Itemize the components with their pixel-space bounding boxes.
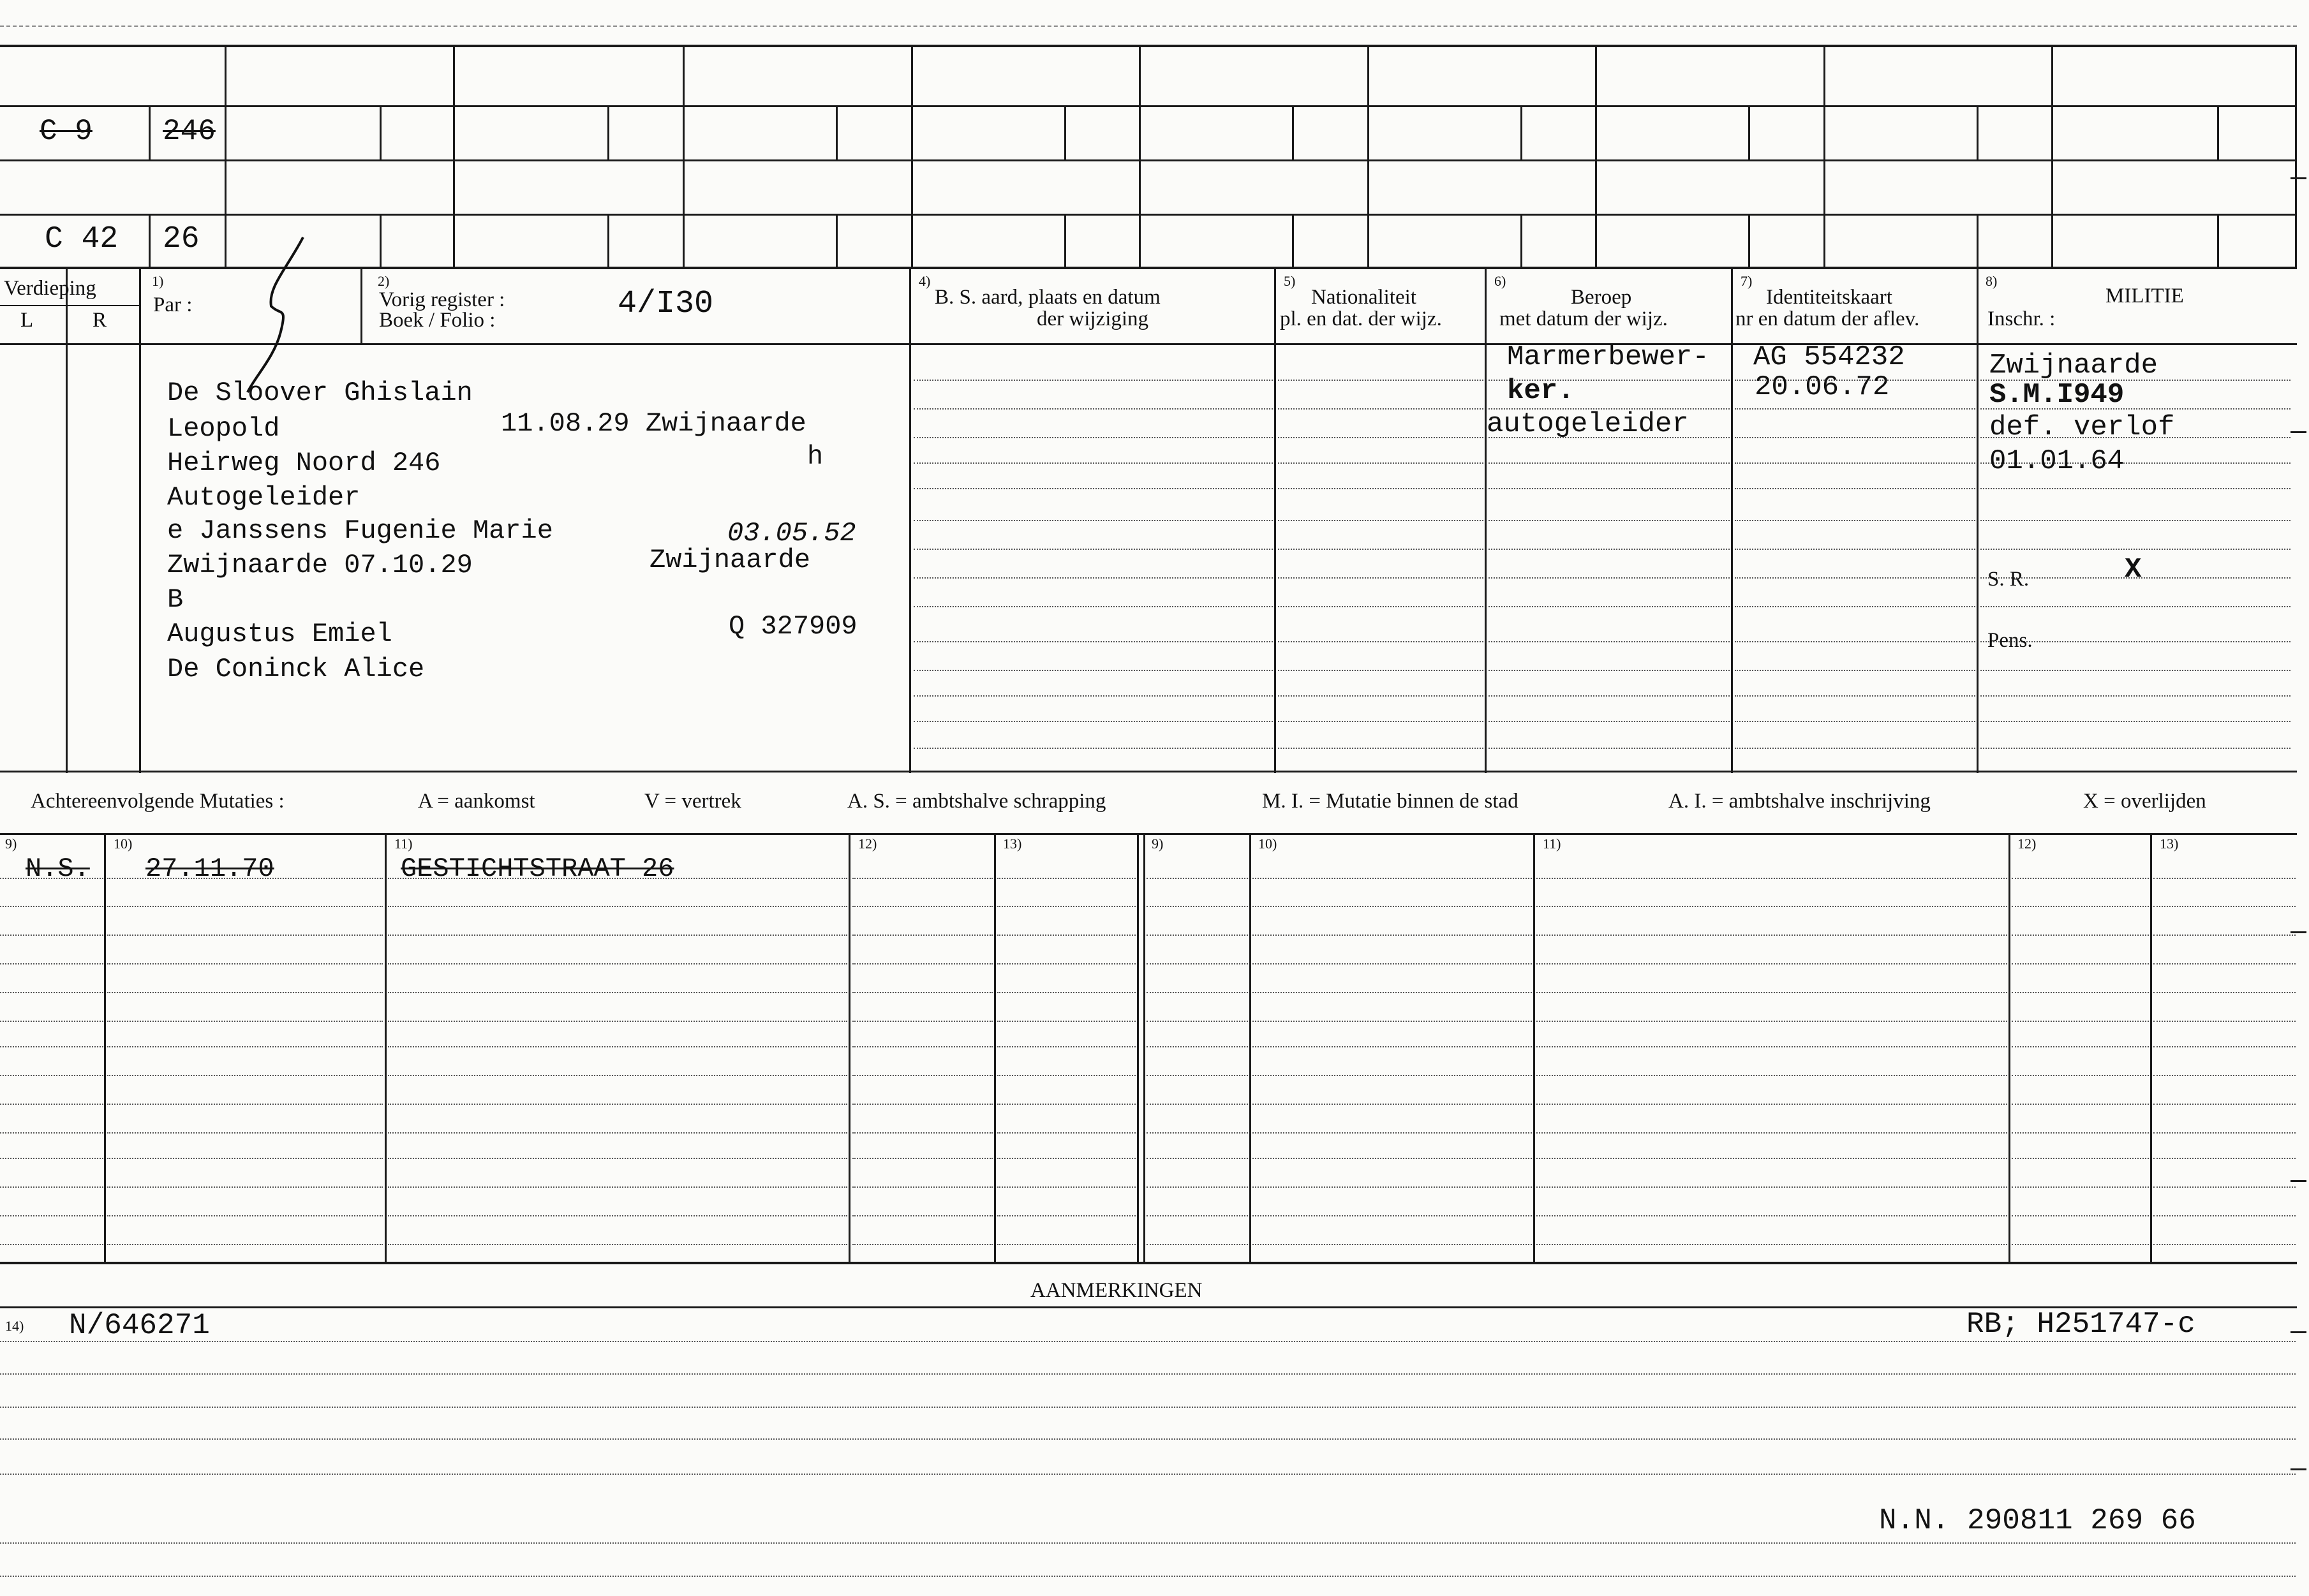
ruling-line [0,1104,103,1105]
ruling-line [0,1373,2296,1375]
ruling-line [1536,906,2007,907]
remark-rb: RB; H251747-c [1966,1308,2195,1341]
ruling-line [914,462,1273,464]
ruling-line [1147,906,1248,907]
legend-inschrijving: A. I. = ambtshalve inschrijving [1668,790,1931,813]
ruling-line [1278,437,1483,438]
ruling-line [1252,878,1532,879]
ruling-line [1278,380,1483,381]
vorig-num: 2) [378,273,390,289]
pens-label: Pens. [1987,629,2033,652]
ruling-line [0,1438,2296,1440]
ruling-line [2153,1215,2296,1216]
beroep-label: Beroep [1571,286,1632,309]
sr-value: X [2125,554,2142,586]
mutation-code: N.S. [26,853,90,884]
ruling-line [107,1132,383,1134]
par-label: Par : [153,293,193,316]
remark-nn: N.N. 290811 269 66 [1879,1504,2196,1537]
vorig-register-value: 4/I30 [618,286,714,322]
nat-num: 5) [1284,273,1296,289]
ruling-line [1278,577,1483,579]
marriage-place: Zwijnaarde [650,545,811,575]
ruling-line [1536,1215,2007,1216]
ruling-line [2153,878,2296,879]
ruling-line [1536,1046,2007,1047]
beroep-label-2: met datum der wijz. [1499,307,1668,330]
ruling-line [2012,878,2149,879]
verdieping-r: R [93,309,107,332]
ruling-line [0,1021,103,1022]
ruling-line [1735,721,1975,722]
militie-sm: S.M.I949 [1989,379,2125,411]
bs-label-2: der wijziging [1037,307,1149,330]
ruling-line [1252,1186,1532,1188]
ruling-line [1735,437,1975,438]
mut-col-num: 13) [2160,836,2179,852]
ruling-line [1252,935,1532,936]
section-number: 26 [163,222,200,256]
ruling-line [914,721,1273,722]
legend-schrapping: A. S. = ambtshalve schrapping [847,790,1106,813]
ruling-line [997,963,1136,964]
ruling-line [0,1186,103,1188]
ruling-line [1980,520,2290,521]
ruling-line [1735,549,1975,550]
ruling-line [1980,748,2290,749]
ruling-line [914,520,1273,521]
ruling-line [2012,1186,2149,1188]
ruling-line [1536,963,2007,964]
ruling-line [1735,670,1975,671]
ruling-line [2012,1075,2149,1076]
ruling-line [1278,462,1483,464]
section-code: C 42 [45,222,119,256]
ruling-line [0,1046,103,1047]
ruling-line [1735,695,1975,697]
ruling-line [1252,1046,1532,1047]
ruling-line [107,906,383,907]
ruling-line [997,1215,1136,1216]
ruling-line [1489,577,1730,579]
ruling-line [1147,1021,1248,1022]
ruling-line [1489,488,1730,489]
ruling-line [997,1104,1136,1105]
ruling-line [0,1341,2296,1342]
ruling-line [852,1244,993,1245]
ruling-line [2153,1158,2296,1159]
ruling-line [914,549,1273,550]
ruling-line [0,1576,2296,1577]
id-num: 7) [1741,273,1753,289]
ruling-line [1252,1132,1532,1134]
ruling-line [997,906,1136,907]
ruling-line [1147,1075,1248,1076]
id-card-date: 20.06.72 [1755,371,1890,403]
ruling-line [2012,1021,2149,1022]
ruling-line [1147,1158,1248,1159]
ruling-line [388,1104,847,1105]
beroep-value: ker. [1507,375,1575,407]
ruling-line [107,992,383,993]
ruling-line [388,1215,847,1216]
ruling-line [107,1244,383,1245]
ruling-line [1278,408,1483,410]
ruling-line [1980,695,2290,697]
ruling-line [2153,963,2296,964]
id-card-number: AG 554232 [1753,341,1905,373]
ruling-line [914,408,1273,410]
ruling-line [0,1244,103,1245]
ruling-line [1489,462,1730,464]
mut-col-num: 11) [1543,836,1561,852]
ruling-line [0,1075,103,1076]
ruling-line [388,992,847,993]
ruling-line [0,1215,103,1216]
ruling-line [2012,1104,2149,1105]
ruling-line [852,1075,993,1076]
ruling-line [1252,1075,1532,1076]
ruling-line [1252,1215,1532,1216]
ruling-line [914,577,1273,579]
ruling-line [1536,1021,2007,1022]
ruling-line [388,1021,847,1022]
ruling-line [1147,1132,1248,1134]
ruling-line [1735,408,1975,410]
ruling-line [2153,1046,2296,1047]
ruling-line [1536,935,2007,936]
ruling-line [1536,1075,2007,1076]
ruling-line [852,935,993,936]
ruling-line [388,1186,847,1188]
ruling-line [1489,670,1730,671]
ruling-line [0,1158,103,1159]
ruling-line [1980,670,2290,671]
ruling-line [1147,1046,1248,1047]
ruling-line [1735,462,1975,464]
mut-col-num: 9) [1152,836,1164,852]
ruling-line [2012,1132,2149,1134]
ruling-line [0,1132,103,1134]
ruling-line [1536,1244,2007,1245]
militie-label: MILITIE [2105,284,2184,307]
ruling-line [388,1158,847,1159]
ruling-line [914,695,1273,697]
mutaties-title: Achtereenvolgende Mutaties : [31,790,285,813]
ruling-line [1252,906,1532,907]
ruling-line [1980,549,2290,550]
ruling-line [997,1158,1136,1159]
ruling-line [1252,1104,1532,1105]
ruling-line [2153,1104,2296,1105]
ruling-line [107,1186,383,1188]
ruling-line [1252,1244,1532,1245]
ruling-line [914,748,1273,749]
ruling-line [388,1244,847,1245]
ruling-line [107,1021,383,1022]
ruling-line [914,670,1273,671]
ruling-line [1252,1158,1532,1159]
inschr-label: Inschr. : [1987,307,2056,330]
ruling-line [1980,721,2290,722]
id-label: Identiteitskaart [1766,286,1892,309]
ruling-line [388,1075,847,1076]
ruling-line [2153,1132,2296,1134]
ruling-line [388,1046,847,1047]
q-number: Q 327909 [729,611,858,642]
ruling-line [2012,1244,2149,1245]
mut-col-num: 12) [2017,836,2037,852]
ruling-line [852,1186,993,1188]
ruling-line [1278,670,1483,671]
person-line: e Janssens Fugenie Marie [167,515,553,546]
ruling-line [1278,748,1483,749]
person-line: B [167,584,184,615]
ruling-line [914,380,1273,381]
person-line: Heirweg Noord 246 [167,448,441,478]
ruling-line [997,1132,1136,1134]
ruling-line [1735,641,1975,642]
ruling-line [2153,1186,2296,1188]
militie-verlof: def. verlof [1989,411,2175,443]
ruling-line [1278,641,1483,642]
ruling-line [852,906,993,907]
person-line: Augustus Emiel [167,619,392,649]
ruling-line [2153,992,2296,993]
ruling-line [1735,520,1975,521]
ruling-line [1147,963,1248,964]
ruling-line [852,963,993,964]
remark-code: N/646271 [69,1309,210,1342]
old-section-code: C 9 [40,115,93,148]
ruling-line [1536,1158,2007,1159]
legend-mutatie: M. I. = Mutatie binnen de stad [1262,790,1518,813]
ruling-line [1536,878,2007,879]
ruling-line [1536,1104,2007,1105]
ruling-line [852,1158,993,1159]
ruling-line [1980,488,2290,489]
ruling-line [2012,1046,2149,1047]
ruling-line [914,606,1273,607]
ruling-line [997,1075,1136,1076]
ruling-line [0,963,103,964]
mut-col-num: 11) [394,836,413,852]
ruling-line [1278,549,1483,550]
ruling-line [852,1104,993,1105]
legend-overlijden: X = overlijden [2083,790,2206,813]
ruling-line [1489,721,1730,722]
ruling-line [1536,1132,2007,1134]
beroep-num: 6) [1494,273,1506,289]
mut-col-num: 13) [1003,836,1022,852]
ruling-line [2153,906,2296,907]
ruling-line [2153,935,2296,936]
ruling-line [0,1542,2296,1544]
person-line: Autogeleider [167,482,360,513]
mut-col-num: 10) [1258,836,1277,852]
ruling-line [2012,1215,2149,1216]
mut-col-num: 9) [5,836,17,852]
birth-date-place: 11.08.29 Zwijnaarde [501,408,806,439]
ruling-line [852,878,993,879]
ruling-line [1278,721,1483,722]
militie-num: 8) [1986,273,1998,289]
ruling-line [1735,577,1975,579]
ruling-line [1252,992,1532,993]
ruling-line [107,963,383,964]
ruling-line [914,641,1273,642]
militie-verlof-date: 01.01.64 [1989,445,2125,477]
person-line: Zwijnaarde 07.10.29 [167,550,473,580]
ruling-line [852,1046,993,1047]
militie-inschr-place: Zwijnaarde [1989,350,2158,381]
mutation-address: GESTICHTSTRAAT 26 [401,853,674,884]
ruling-line [852,992,993,993]
ruling-line [2012,935,2149,936]
mutation-date: 27.11.70 [145,853,274,884]
bs-label: B. S. aard, plaats en datum [935,286,1161,309]
ruling-line [0,1407,2296,1408]
ruling-line [1147,1186,1248,1188]
ruling-line [997,878,1136,879]
ruling-line [2153,1244,2296,1245]
aanmerkingen-num: 14) [5,1318,24,1334]
mut-col-num: 10) [114,836,133,852]
ruling-line [1489,549,1730,550]
beroep-value: autogeleider [1487,408,1689,440]
ruling-line [997,992,1136,993]
nat-label-2: pl. en dat. der wijz. [1280,307,1442,330]
ruling-line [1536,992,2007,993]
ruling-line [107,1215,383,1216]
ruling-line [997,1244,1136,1245]
ruling-line [1147,1215,1248,1216]
ruling-line [1278,606,1483,607]
vorig-label: Vorig register : [379,288,505,311]
ruling-line [1489,748,1730,749]
aanmerkingen-title: AANMERKINGEN [1030,1279,1203,1302]
ruling-line [1489,695,1730,697]
ruling-line [997,935,1136,936]
ruling-line [107,1104,383,1105]
ruling-line [1252,1021,1532,1022]
legend-vertrek: V = vertrek [644,790,741,813]
ruling-line [914,488,1273,489]
ruling-line [0,1474,2296,1475]
bs-num: 4) [919,273,931,289]
par-num: 1) [152,273,164,289]
ruling-line [852,1215,993,1216]
ruling-line [1147,992,1248,993]
ruling-line [1489,520,1730,521]
id-label-2: nr en datum der aflev. [1735,307,1920,330]
beroep-value: Marmerbewer- [1507,341,1709,373]
ruling-line [1489,641,1730,642]
ruling-line [1735,748,1975,749]
ruling-line [852,1021,993,1022]
ruling-line [1980,606,2290,607]
ruling-line [1278,695,1483,697]
ruling-line [997,1186,1136,1188]
boek-folio-label: Boek / Folio : [379,309,496,332]
marriage-date: 03.05.52 [727,518,856,549]
ruling-line [107,935,383,936]
nat-label: Nationaliteit [1311,286,1416,309]
ruling-line [1536,1186,2007,1188]
verdieping-l: L [20,309,34,332]
pen-scribble [242,230,332,395]
ruling-line [388,906,847,907]
ruling-line [388,1132,847,1134]
ruling-line [107,1158,383,1159]
verdieping-header: Verdieping [4,277,96,300]
ruling-line [107,1075,383,1076]
ruling-line [107,1046,383,1047]
ruling-line [2153,1021,2296,1022]
ruling-line [388,963,847,964]
ruling-line [1252,963,1532,964]
person-line: Leopold [167,413,280,444]
ruling-line [1147,935,1248,936]
ruling-line [1278,520,1483,521]
person-line: De Coninck Alice [167,654,425,684]
ruling-line [1147,1244,1248,1245]
sr-label: S. R. [1987,568,2030,591]
ruling-line [2012,906,2149,907]
ruling-line [997,1046,1136,1047]
old-section-number: 246 [163,115,216,148]
ruling-line [2012,1158,2149,1159]
ruling-line [1147,878,1248,879]
ruling-line [852,1132,993,1134]
ruling-line [2012,992,2149,993]
ruling-line [1489,606,1730,607]
ruling-line [914,437,1273,438]
ruling-line [1735,606,1975,607]
ruling-line [2012,963,2149,964]
person-line: De Sloover Ghislain [167,378,473,408]
ruling-line [2153,1075,2296,1076]
ruling-line [1735,488,1975,489]
ruling-line [0,935,103,936]
legend-aankomst: A = aankomst [418,790,535,813]
ruling-line [1278,488,1483,489]
ruling-line [997,1021,1136,1022]
ruling-line [0,906,103,907]
mut-col-num: 12) [858,836,877,852]
mark-h: h [807,441,824,472]
ruling-line [1147,1104,1248,1105]
ruling-line [388,935,847,936]
ruling-line [0,992,103,993]
